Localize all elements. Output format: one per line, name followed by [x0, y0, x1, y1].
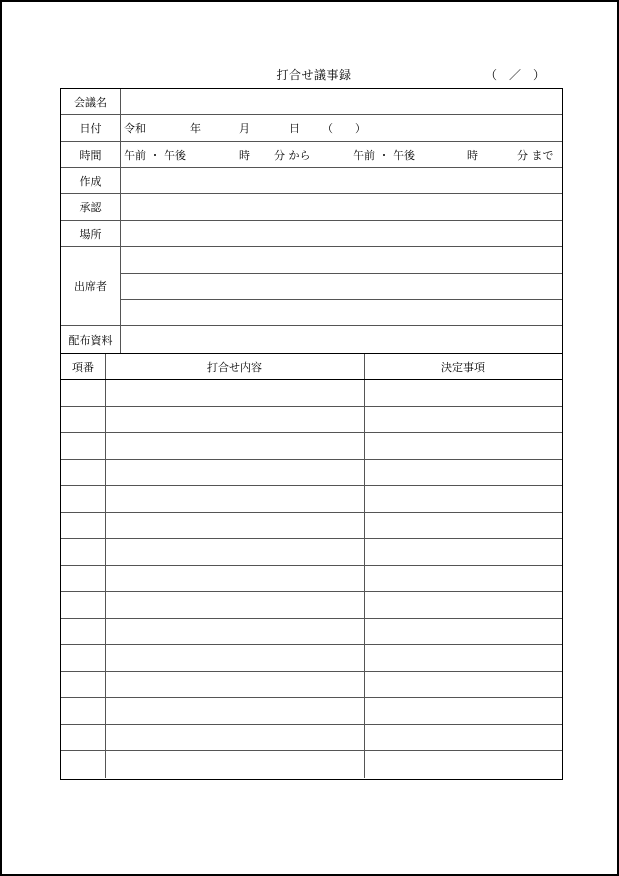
col-content-header: 打合せ内容 [207, 360, 262, 374]
table-body [61, 380, 562, 778]
time-start-hour-unit: 時 [239, 148, 250, 162]
table-row[interactable] [61, 619, 562, 646]
author-label: 作成 [61, 168, 121, 193]
time-label: 時間 [61, 142, 121, 167]
time-end-minute-unit: 分 まで [517, 148, 554, 162]
table-row[interactable] [61, 725, 562, 752]
date-weekday: （ ） [322, 122, 366, 135]
table-row[interactable] [61, 407, 562, 434]
date-year-unit: 年 [190, 122, 201, 135]
row-materials [61, 326, 562, 353]
attendees-line[interactable] [121, 274, 562, 300]
date-field[interactable] [121, 115, 562, 141]
approval-label: 承認 [61, 194, 121, 220]
date-era: 令和 [124, 122, 146, 135]
row-time [61, 142, 562, 168]
time-end-hour-unit: 時 [467, 148, 478, 162]
attendees-line[interactable] [121, 247, 562, 274]
location-label: 場所 [61, 221, 121, 246]
table-row[interactable] [61, 460, 562, 487]
table-row[interactable] [61, 698, 562, 725]
row-author [61, 168, 562, 194]
approval-field[interactable] [121, 194, 562, 220]
materials-field[interactable] [121, 326, 562, 353]
time-field[interactable] [121, 142, 562, 167]
table-row[interactable] [61, 566, 562, 593]
table-row[interactable] [61, 672, 562, 699]
table-row[interactable] [61, 433, 562, 460]
table-row[interactable] [61, 539, 562, 566]
row-meeting-name [61, 89, 562, 115]
col-item-header: 項番 [72, 360, 94, 374]
minutes-form [60, 88, 563, 780]
table-row[interactable] [61, 645, 562, 672]
page-number: （ ／ ） [485, 68, 546, 82]
column-divider [105, 354, 106, 379]
date-label: 日付 [61, 115, 121, 141]
table-header [61, 353, 562, 380]
row-approval [61, 194, 562, 221]
time-end-ampm: 午前 ・ 午後 [353, 148, 415, 162]
document-title: 打合せ議事録 [276, 68, 352, 82]
table-row[interactable] [61, 513, 562, 540]
column-divider [364, 354, 365, 379]
date-day-unit: 日 [289, 122, 300, 135]
row-date [61, 115, 562, 142]
table-row[interactable] [61, 380, 562, 407]
col-decision-header: 決定事項 [441, 360, 485, 374]
time-start-ampm: 午前 ・ 午後 [124, 148, 186, 162]
date-month-unit: 月 [239, 122, 250, 135]
table-row[interactable] [61, 486, 562, 513]
meeting-name-field[interactable] [121, 89, 562, 114]
attendees-line[interactable] [121, 300, 562, 326]
attendees-label: 出席者 [61, 247, 121, 326]
time-start-minute-unit: 分 から [274, 148, 311, 162]
table-row[interactable] [61, 592, 562, 619]
location-field[interactable] [121, 221, 562, 246]
meeting-name-label: 会議名 [61, 89, 121, 114]
author-field[interactable] [121, 168, 562, 193]
table-row[interactable] [61, 751, 562, 778]
materials-label: 配布資料 [61, 326, 121, 353]
row-location [61, 221, 562, 247]
